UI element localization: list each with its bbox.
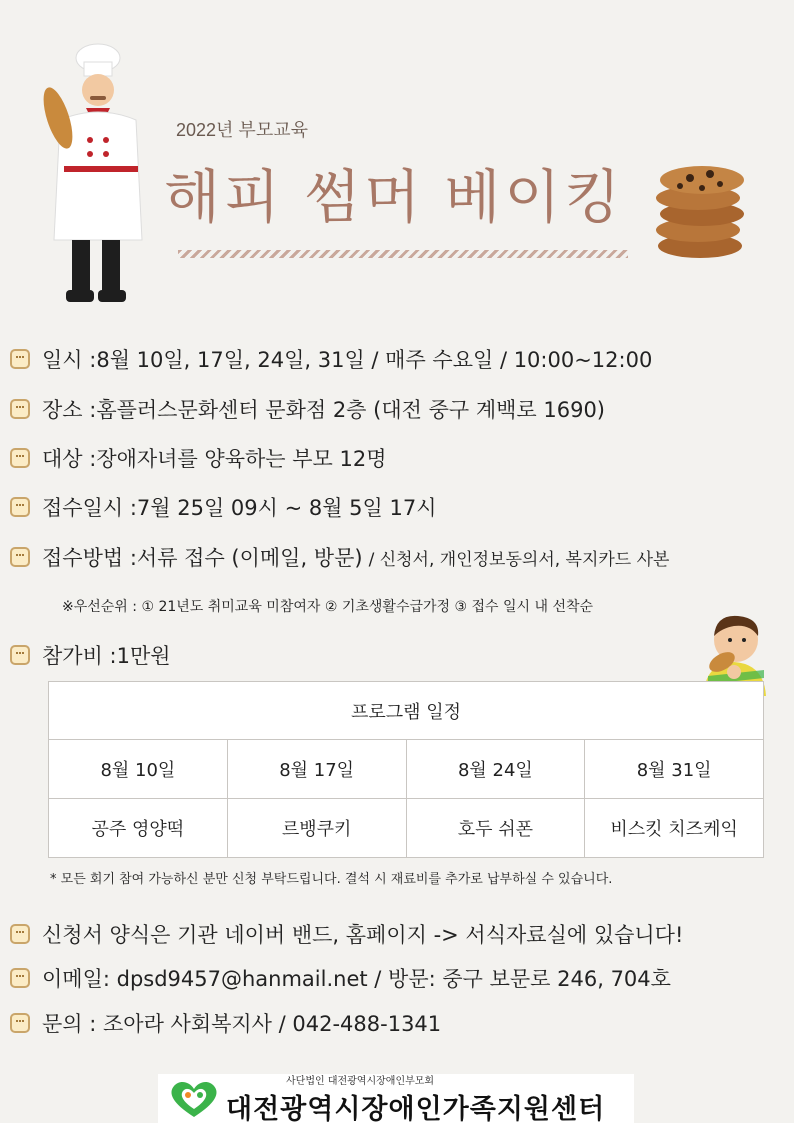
- schedule-date: 8월 10일: [49, 740, 228, 799]
- fee-text: 1만원: [116, 644, 171, 668]
- bread-bullet-icon: [10, 448, 30, 468]
- schedule-program: 공주 영양떡: [49, 799, 228, 858]
- reception-period-label: 접수일시 :: [42, 496, 137, 520]
- target-label: 대상 :: [42, 447, 97, 471]
- schedule-date: 8월 24일: [406, 740, 585, 799]
- inquiry-text: 문의 : 조아라 사회복지사 / 042-488-1341: [42, 1012, 442, 1036]
- bread-bullet-icon: [10, 349, 30, 369]
- table-row-programs: [49, 799, 764, 858]
- attendance-note: * 모든 회기 참여 가능하신 분만 신청 부탁드립니다. 결석 시 재료비를 추가로 납부하실 수 있습니다.: [50, 872, 613, 887]
- reception-method-documents: / 신청서, 개인정보동의서, 복지카드 사본: [368, 549, 670, 570]
- info-reception-method: [10, 542, 790, 572]
- organization-footer: [158, 1074, 634, 1123]
- priority-note: ※우선순위 : ① 21년도 취미교육 미참여자 ② 기초생활수급가정 ③ 접수 일시 내 선착순: [62, 599, 594, 615]
- footer-center-name: 대전광역시장애인가족지원센터: [226, 1093, 606, 1123]
- bread-bullet-icon: [10, 497, 30, 517]
- footer-texts: [226, 1072, 605, 1123]
- date-label: 일시 :: [42, 348, 97, 372]
- email-text: 이메일: dpsd9457@hanmail.net / 방문: 중구 보문로 246, 704호: [42, 967, 671, 991]
- reception-period-text: 7월 25일 09시 ~ 8월 5일 17시: [136, 496, 437, 520]
- info-fee: [10, 640, 790, 670]
- bread-bullet-icon: [10, 968, 30, 988]
- date-text: 8월 10일, 17일, 24일, 31일 / 매주 수요일 / 10:00~12:00: [96, 348, 653, 372]
- place-label: 장소 :: [42, 398, 97, 422]
- reception-method-text: 서류 접수 (이메일, 방문): [136, 546, 363, 570]
- info-form: [10, 919, 790, 949]
- schedule-program: 르뱅쿠키: [227, 799, 406, 858]
- place-text: 홈플러스문화센터 문화점 2층 (대전 중구 계백로 1690): [96, 398, 606, 422]
- schedule-program: 호두 쉬폰: [406, 799, 585, 858]
- event-title: 해피 썸머 베이킹: [164, 165, 625, 230]
- info-target: [10, 443, 790, 473]
- fee-label: 참가비 :: [42, 644, 117, 668]
- target-text: 장애자녀를 양육하는 부모 12명: [96, 447, 387, 471]
- info-reception-period: [10, 492, 790, 522]
- info-email: [10, 963, 790, 993]
- title-divider: [178, 250, 628, 258]
- bread-bullet-icon: [10, 924, 30, 944]
- schedule-title: 프로그램 일정: [49, 682, 764, 740]
- info-inquiry: [10, 1008, 790, 1038]
- schedule-program: 비스킷 치즈케익: [585, 799, 764, 858]
- info-date: [10, 344, 790, 374]
- reception-method-label: 접수방법 :: [42, 546, 137, 570]
- bread-bullet-icon: [10, 1013, 30, 1033]
- bread-bullet-icon: [10, 547, 30, 567]
- schedule-date: 8월 31일: [585, 740, 764, 799]
- chef-illustration: [30, 40, 160, 310]
- bread-bullet-icon: [10, 399, 30, 419]
- form-text: 신청서 양식은 기관 네이버 밴드, 홈페이지 -> 서식자료실에 있습니다!: [42, 923, 684, 947]
- cookies-illustration: [650, 150, 750, 260]
- heart-logo-icon: [166, 1079, 222, 1119]
- info-place: [10, 394, 790, 424]
- footer-parent-org: 사단법인 대전광역시장애인부모회: [286, 1075, 435, 1087]
- table-row-dates: [49, 740, 764, 799]
- event-subtitle: 2022년 부모교육: [176, 120, 308, 140]
- bread-bullet-icon: [10, 645, 30, 665]
- program-schedule-table: [48, 681, 764, 858]
- schedule-date: 8월 17일: [227, 740, 406, 799]
